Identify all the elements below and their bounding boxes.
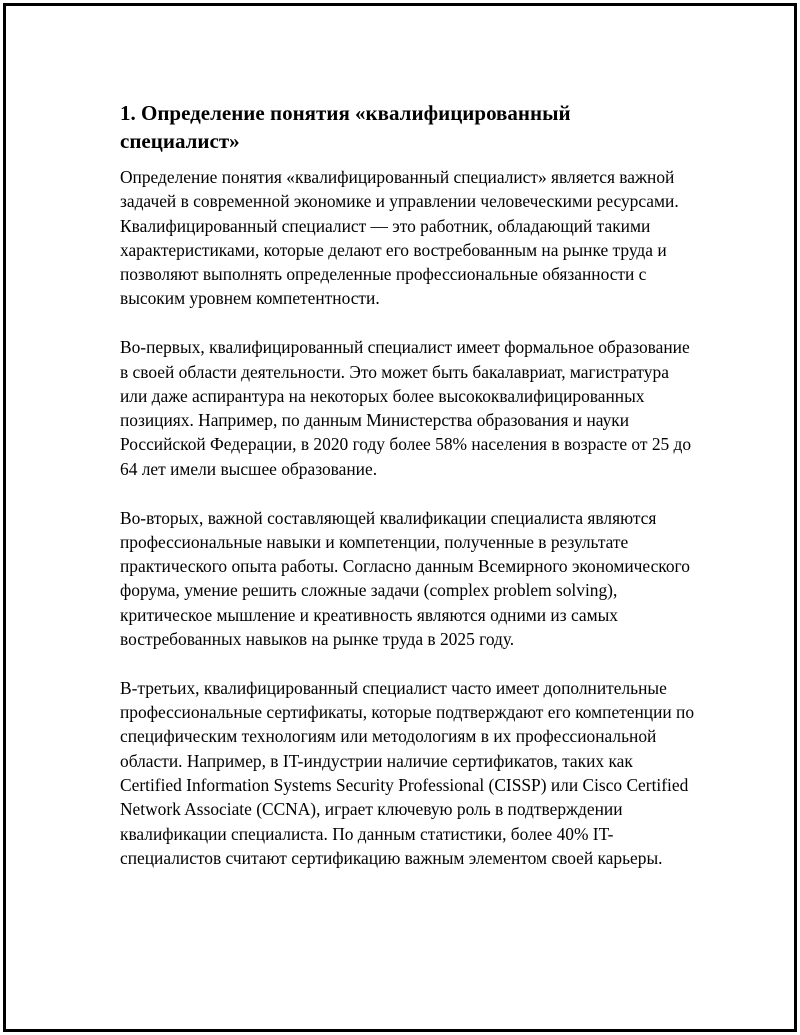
paragraph-education: Во-первых, квалифицированный специалист имеет формальное образование в своей области деятельности. Это может быть бакалавриат, магистратура или даже аспирантура на некоторых более высококвалифицированных позициях. Например, по данным Министерства образования и науки Российской Федерации, в 2020 году более 58% населения в возрасте от 25 до 64 лет имели высшее образование. <box>120 337 692 479</box>
page-frame <box>3 3 797 1032</box>
paragraph-definition: Определение понятия «квалифицированный специалист» является важной задачей в современной экономике и управлении человеческими ресурсами. Квалифицированный специалист — это работник, обладающий такими характеристиками, которые делают его востребованным на рынке труда и позволяют выполнять определенные профессиональные обязанности с высоким уровнем компетентности. <box>120 167 679 309</box>
paragraph-certificates: В-третьих, квалифицированный специалист часто имеет дополнительные профессиональные сертификаты, которые подтверждают его компетенции по специфическим технологиям или методологиям в их профессиональной области. Например, в IT-индустрии наличие сертификатов, таких как Certified Information Systems Security Professional (CISSP) или Cisco Certified Network Associate (CCNA), играет ключевую роль в подтверждении квалификации специалиста. По данным статистики, более 40% IT-специалистов считают сертификацию важным элементом своей карьеры. <box>120 677 695 868</box>
document-body <box>120 99 695 895</box>
paragraph-skills: Во-вторых, важной составляющей квалификации специалиста являются профессиональные навыки и компетенции, полученные в результате практического опыта работы. Согласно данным Всемирного экономического форума, умение решить сложные задачи (complex problem solving), критическое мышление и креативность являются одними из самых востребованных навыков на рынке труда в 2025 году. <box>120 507 690 650</box>
section-heading: 1. Определение понятия «квалифицированный специалист» <box>120 101 571 153</box>
